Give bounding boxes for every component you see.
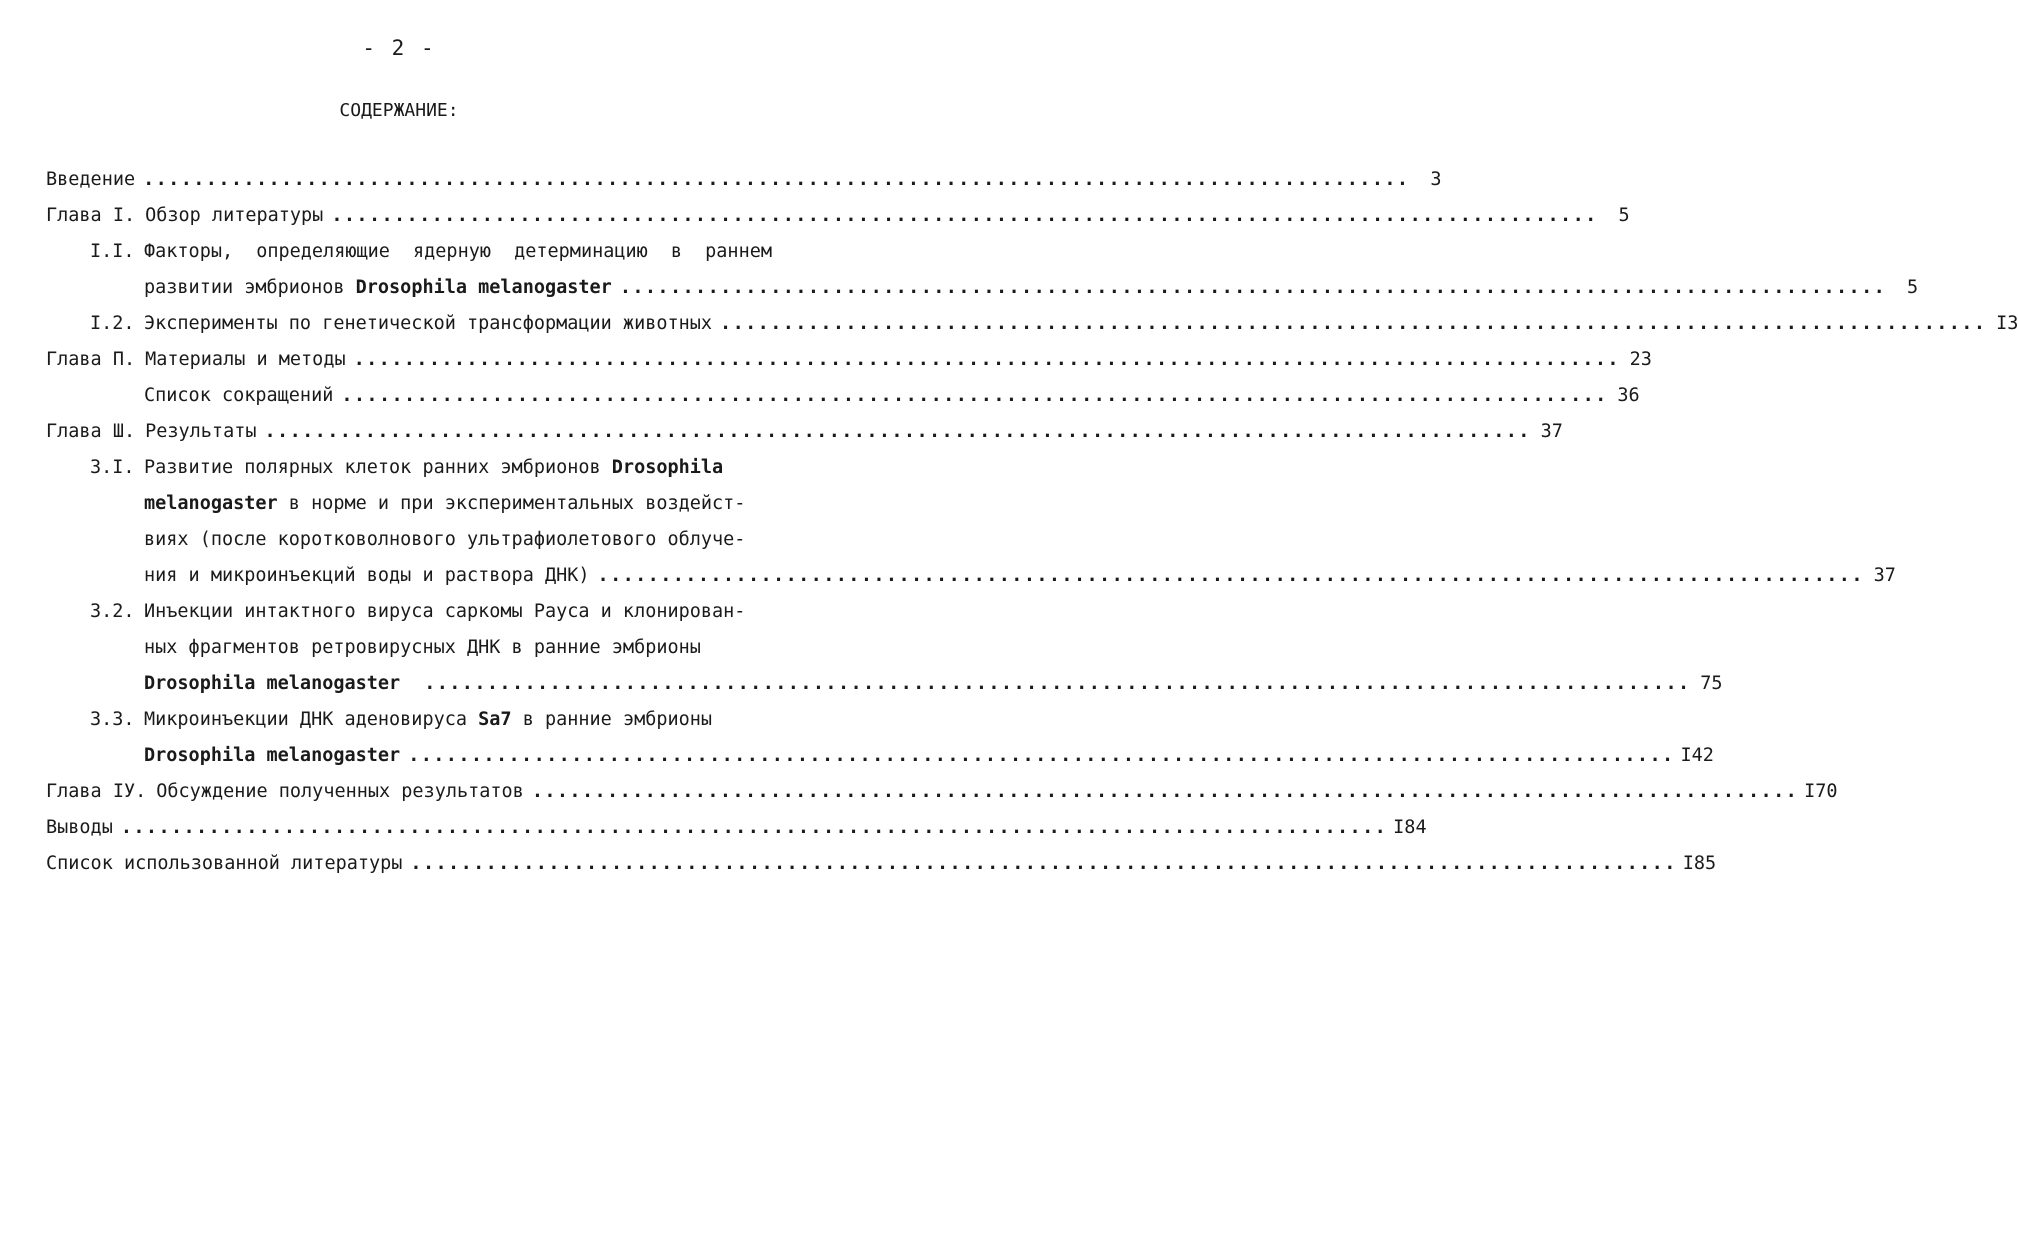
toc-entry-page: I85 (1682, 853, 1717, 874)
chapter-prefix: Глава Ш. (46, 421, 136, 442)
toc-entry-text: Обсуждение полученных результатов (156, 781, 524, 802)
toc-entry-section-3-3[interactable] (46, 702, 772, 738)
toc-entry-text: в норме и при экспериментальных воздейст- (277, 493, 746, 514)
dot-leader: ..................................................................................................... (597, 565, 1864, 586)
dot-leader: ..................................................................................................... (619, 277, 1887, 298)
toc-entry-page: I84 (1393, 817, 1427, 838)
toc-entry-text: в ранние эмбрионы (511, 709, 713, 730)
dot-leader: ..................................................................................................... (720, 313, 1987, 334)
chapter-prefix: Глава I. (46, 205, 136, 226)
toc-entry-text: Микроинъекции ДНК аденовируса (144, 709, 479, 730)
toc-entry-page: 23 (1629, 349, 1652, 370)
table-of-contents (46, 162, 2018, 882)
toc-entry-page: 5 (1618, 205, 1630, 226)
toc-entry-text: ния и микроинъекций воды и раствора ДНК) (144, 565, 590, 586)
toc-entry-page: I3 (1996, 313, 2018, 334)
toc-entry-text: Материалы и методы (145, 349, 346, 370)
toc-entry-page: 5 (1907, 277, 1919, 298)
toc-entry-chapter-1[interactable] (46, 198, 1630, 234)
toc-entry-intro[interactable] (46, 162, 1442, 198)
toc-entry-page: 75 (1700, 673, 1723, 694)
dot-leader: ..................................................................................................... (408, 745, 1675, 766)
dot-leader: ..................................................................................................... (341, 385, 1608, 406)
toc-entry-section-1-1[interactable] (46, 234, 772, 270)
toc-entry-section-1-1-continued (46, 270, 1919, 306)
toc-entry-section-3-1[interactable] (46, 450, 772, 486)
dot-leader: ..................................................................................................... (424, 673, 1691, 694)
toc-entry-abbreviations[interactable] (46, 378, 1640, 414)
toc-entry-section-3-2-line-3 (46, 666, 1723, 702)
chapter-prefix: Глава IУ. (46, 781, 147, 802)
toc-entry-page: I42 (1680, 745, 1714, 766)
toc-entry-text: Список сокращений (144, 385, 334, 406)
species-name: Drosophila melanogaster (144, 673, 401, 694)
dot-leader: ..................................................................................................... (531, 781, 1799, 802)
toc-entry-text: Введение (46, 169, 136, 190)
dot-leader: ..................................................................................................... (331, 205, 1598, 226)
species-name: Drosophila melanogaster (144, 745, 401, 766)
dot-leader: ..................................................................................................... (410, 853, 1677, 874)
section-number: I.2. (90, 313, 135, 334)
toc-entry-page: I70 (1804, 781, 1838, 802)
toc-entry-conclusions[interactable] (46, 810, 1427, 846)
toc-entry-section-3-2-line-2 (46, 630, 772, 666)
toc-entry-text: развитии эмбрионов (144, 277, 356, 298)
virus-name: Sa7 (478, 709, 512, 730)
toc-entry-chapter-2[interactable] (46, 342, 1652, 378)
toc-entry-page: 37 (1873, 565, 1896, 586)
section-number: I.I. (90, 241, 135, 262)
toc-entry-section-3-1-line-4 (46, 558, 1896, 594)
toc-entry-chapter-4[interactable] (46, 774, 1838, 810)
species-name: Drosophila (611, 457, 724, 478)
toc-title: СОДЕРЖАНИЕ: (339, 100, 459, 121)
toc-entry-text: Эксперименты по генетической трансформации животных (144, 313, 713, 334)
dot-leader: ..................................................................................................... (264, 421, 1531, 442)
section-number: 3.I. (90, 457, 135, 478)
dot-leader: ..................................................................................................... (120, 817, 1388, 838)
dot-leader: ..................................................................................................... (353, 349, 1620, 370)
toc-entry-section-3-2[interactable] (46, 594, 772, 630)
chapter-prefix: Глава П. (46, 349, 136, 370)
toc-entry-text: Выводы (46, 817, 113, 838)
toc-entry-text: Факторы, определяющие ядерную детерминацию в раннем (144, 241, 772, 262)
toc-entry-section-3-1-line-3 (46, 522, 772, 558)
dot-leader: ..................................................................................................... (143, 169, 1410, 190)
section-number: 3.2. (90, 601, 135, 622)
page-number: - 2 - (362, 36, 436, 60)
toc-entry-page: 36 (1617, 385, 1640, 406)
section-number: 3.3. (90, 709, 135, 730)
toc-entry-references[interactable] (46, 846, 1717, 882)
toc-entry-page: 3 (1430, 169, 1442, 190)
toc-entry-text: виях (после коротковолнового ультрафиолетового облуче- (144, 529, 746, 550)
species-name: melanogaster (144, 493, 278, 514)
toc-entry-chapter-3[interactable] (46, 414, 1563, 450)
toc-entry-text: Список использованной литературы (46, 853, 403, 874)
toc-entry-text: Обзор литературы (145, 205, 324, 226)
toc-entry-section-3-1-line-2 (46, 486, 772, 522)
toc-entry-section-1-2[interactable] (46, 306, 2018, 342)
toc-entry-text: Результаты (145, 421, 257, 442)
toc-entry-text: Развитие полярных клеток ранних эмбрионов (144, 457, 612, 478)
species-name: Drosophila melanogaster (355, 277, 612, 298)
toc-entry-section-3-3-line-2 (46, 738, 1714, 774)
toc-entry-text: ных фрагментов ретровирусных ДНК в ранние эмбрионы (144, 637, 701, 658)
toc-entry-page: 37 (1540, 421, 1563, 442)
toc-entry-text: Инъекции интактного вируса саркомы Рауса и клонирован- (144, 601, 746, 622)
